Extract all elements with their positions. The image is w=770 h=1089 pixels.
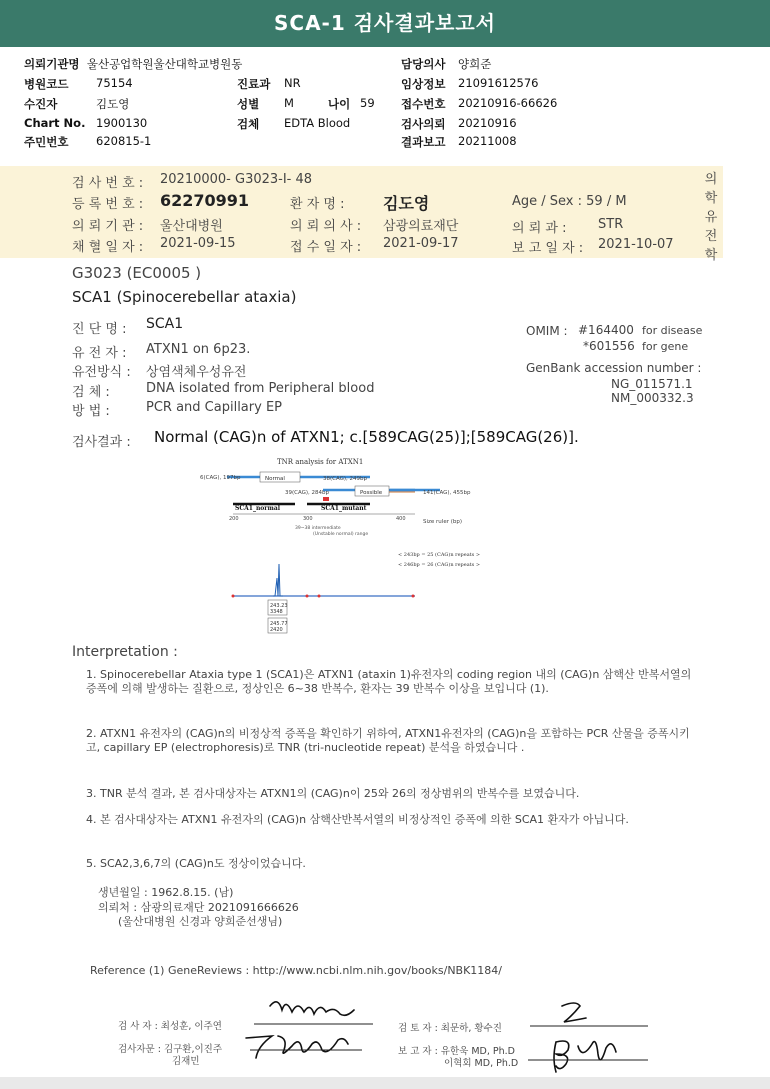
inst: 울산대병원 bbox=[160, 219, 223, 234]
interpretation-item-2: 2. ATXN1 유전자의 (CAG)n의 비정상적 증폭을 확인하기 위하여, ATXN1유전자의 (CAG)n을 포함하는 PCR 산물을 증폭시키고, capillary EP (electrophoresis)로 TNR (tri-nucleotide repeat) 분석을 하였습니다 . bbox=[86, 727, 690, 754]
collect-label: 채 혈 일 자 : bbox=[72, 240, 144, 255]
genbank-ng: NG_011571.1 bbox=[611, 377, 693, 391]
specimen: DNA isolated from Peripheral blood bbox=[146, 381, 375, 396]
page-bottom-strip bbox=[0, 1077, 770, 1089]
left-box-label: 6(CAG), 197bp bbox=[200, 475, 241, 481]
header-ssn: 주민번호 bbox=[24, 135, 69, 149]
omim-gene-for: for gene bbox=[642, 340, 689, 353]
method: PCR and Capillary EP bbox=[146, 400, 282, 415]
reporter-signature bbox=[522, 1028, 662, 1078]
req-dept: STR bbox=[598, 217, 624, 232]
report-title: SCA-1 검사결과보고서 bbox=[274, 11, 496, 35]
tnr-figure bbox=[195, 452, 515, 642]
header-ssn-value: 620815-1 bbox=[96, 134, 152, 148]
interpretation-item-3: 3. TNR 분석 결과, 본 검사대상자는 ATXN1의 (CAG)n이 25와 26의 정상범위의 반복수를 보였습니다. bbox=[86, 787, 580, 800]
req-doctor-label: 의 뢰 의 사 : bbox=[290, 219, 362, 234]
range-note-1: 39~38 intermediate bbox=[295, 526, 341, 531]
peak-box-2-size: 245.77 bbox=[270, 621, 288, 627]
omim-disease-id: #164400 bbox=[578, 323, 634, 337]
reviewer-signature bbox=[522, 992, 662, 1032]
receive-date: 2021-09-17 bbox=[383, 236, 459, 251]
size-marker-4 bbox=[412, 595, 415, 598]
result-text: Normal (CAG)n of ATXN1; c.[589CAG(25)];[589CAG(26)]. bbox=[154, 428, 579, 446]
test-no-label: 검 사 번 호 : bbox=[72, 176, 144, 191]
receive-label: 접 수 일 자 : bbox=[290, 240, 362, 255]
gene-label: 유 전 자 : bbox=[72, 346, 127, 361]
peak-box-2-height: 2420 bbox=[270, 627, 283, 633]
specimen-label: 검 체 : bbox=[72, 385, 110, 400]
size-marker-3 bbox=[318, 595, 321, 598]
reg-no: 62270991 bbox=[160, 191, 250, 210]
reg-no-label: 등 록 번 호 : bbox=[72, 197, 144, 212]
interpretation-heading: Interpretation : bbox=[72, 644, 178, 660]
diag-label: 진 단 명 : bbox=[72, 322, 127, 337]
header-doctor-value: 양희준 bbox=[458, 57, 492, 71]
interpretation-item-4: 4. 본 검사대상자는 ATXN1 유전자의 (CAG)n 삼핵산반복서열의 비정상적인 증폭에 의한 SCA1 환자가 아닙니다. bbox=[86, 813, 629, 826]
header-chart-value: 1900130 bbox=[96, 116, 148, 130]
test-name: SCA1 (Spinocerebellar ataxia) bbox=[72, 288, 297, 306]
size-ruler-label: Size ruler (bp) bbox=[423, 519, 462, 525]
test-no: 20210000- G3023-I- 48 bbox=[160, 172, 313, 187]
genbank-label: GenBank accession number : bbox=[526, 361, 702, 375]
header-sex: 성별 bbox=[237, 97, 260, 111]
interpretation-item-5: 5. SCA2,3,6,7의 (CAG)n도 정상이었습니다. bbox=[86, 857, 306, 870]
ruler-300: 300 bbox=[303, 516, 313, 522]
sca1-mutant-label: SCA1_mutant bbox=[321, 505, 367, 512]
method-label: 방 법 : bbox=[72, 404, 110, 419]
genbank-nm: NM_000332.3 bbox=[611, 391, 694, 405]
patient-name: 김도영 bbox=[383, 194, 430, 213]
omim-gene-id: *601556 bbox=[583, 339, 635, 353]
header-patient: 수진자 bbox=[24, 97, 58, 111]
requester: 의뢰처 : 삼광의료재단 2021091666626 bbox=[98, 901, 299, 914]
gene: ATXN1 on 6p23. bbox=[146, 342, 251, 357]
header-inst: 의뢰기관명 울산공업학원울산대학교병원동 bbox=[24, 57, 243, 71]
possible-label: Possible bbox=[360, 490, 383, 496]
age-sex: Age / Sex : 59 / M bbox=[512, 194, 627, 209]
header-age-value: 59 bbox=[360, 96, 375, 110]
inherit-label: 유전방식 : bbox=[72, 365, 131, 380]
normal-label: Normal bbox=[265, 476, 285, 482]
header-patient-value: 김도영 bbox=[96, 97, 130, 111]
patient-name-label: 환 자 명 : bbox=[290, 197, 345, 212]
size-marker-1 bbox=[232, 595, 235, 598]
header-dept: 진료과 bbox=[237, 77, 271, 91]
header-clinical-value: 21091612576 bbox=[458, 76, 539, 90]
title-bar bbox=[0, 0, 770, 47]
staff-label: 검사자문 : 김구환,이진주 bbox=[118, 1044, 223, 1055]
ruler-200: 200 bbox=[229, 516, 239, 522]
header-clinical: 임상정보 bbox=[401, 77, 446, 91]
tester-label: 검 사 자 : 최성훈, 이주연 bbox=[118, 1021, 222, 1032]
omim-disease-for: for disease bbox=[642, 324, 703, 337]
omim-label: OMIM : bbox=[526, 324, 568, 338]
requester-note: (울산대병원 신경과 양희준선생님) bbox=[118, 915, 283, 928]
header-receipt: 접수번호 bbox=[401, 97, 446, 111]
trace-peaks bbox=[273, 564, 283, 596]
header-hospcode-value: 75154 bbox=[96, 76, 133, 90]
header-doctor: 담당의사 bbox=[401, 57, 446, 71]
reviewer-label: 검 토 자 : 최문하, 황수진 bbox=[398, 1023, 502, 1034]
peak-note-1: < 243bp = 25 (CAG)n repeats > bbox=[398, 552, 481, 558]
ruler-400: 400 bbox=[396, 516, 406, 522]
birth-date: 생년월일 : 1962.8.15. (남) bbox=[98, 886, 234, 899]
header-receipt-value: 20210916-66626 bbox=[458, 96, 558, 110]
header-result-value: 20211008 bbox=[458, 134, 517, 148]
header-dept-value: NR bbox=[284, 76, 301, 90]
inst-label: 의 뢰 기 관 : bbox=[72, 219, 144, 234]
result-label: 검사결과 : bbox=[72, 435, 131, 450]
range-note-2: (Unstable normal) range bbox=[313, 532, 369, 537]
right-range-label: 141(CAG), 455bp bbox=[423, 490, 471, 496]
report-date: 2021-10-07 bbox=[598, 237, 674, 252]
peak-note-2: < 246bp = 26 (CAG)n repeats > bbox=[398, 562, 481, 568]
header-chart: Chart No. bbox=[24, 116, 86, 130]
header-specimen: 검체 bbox=[237, 117, 260, 131]
header-age: 나이 bbox=[328, 97, 351, 111]
dept-side-text: 의 학 유 전 학 bbox=[704, 172, 718, 263]
header-request-value: 20210916 bbox=[458, 116, 517, 130]
report-label: 보 고 일 자 : bbox=[512, 241, 584, 256]
test-code: G3023 (EC0005 ) bbox=[72, 264, 202, 282]
reference: Reference (1) GeneReviews : http://www.ncbi.nlm.nih.gov/books/NBK1184/ bbox=[90, 964, 503, 977]
staff-label-2: 김재민 bbox=[172, 1056, 200, 1067]
header-result: 결과보고 bbox=[401, 135, 446, 149]
header-specimen-value: EDTA Blood bbox=[284, 116, 351, 130]
diag: SCA1 bbox=[146, 316, 184, 332]
req-doctor: 삼광의료재단 bbox=[383, 219, 459, 234]
peak-box-1-size: 243.23 bbox=[270, 603, 288, 609]
collect-date: 2021-09-15 bbox=[160, 236, 236, 251]
mid-label: 39(CAG), 284bp bbox=[285, 490, 330, 496]
peak-box-1-height: 3348 bbox=[270, 609, 283, 615]
mutant-marker bbox=[323, 497, 329, 501]
reporter-label: 보 고 자 : 유한욱 MD, Ph.D bbox=[398, 1046, 515, 1057]
header-sex-value: M bbox=[284, 96, 294, 110]
interpretation-item-1: 1. Spinocerebellar Ataxia type 1 (SCA1)은 ATXN1 (ataxin 1)유전자의 coding region 내의 (CAG)n 삼핵산 반복서열의 증폭에 의해 발생하는 질환으로, 정상인은 6~38 반복수, 환자는 39 반복수 이상을 보입니다 (1). bbox=[86, 668, 692, 695]
tester-signature bbox=[238, 988, 398, 1028]
req-dept-label: 의 뢰 과 : bbox=[512, 221, 567, 236]
inherit: 상염색체우성유전 bbox=[146, 365, 247, 380]
figure-title: TNR analysis for ATXN1 bbox=[277, 458, 364, 466]
sca1-normal-label: SCA1_normal bbox=[235, 505, 280, 512]
right-label: 38(CAG), 249bp bbox=[323, 476, 368, 482]
reporter-label-2: 이혁회 MD, Ph.D bbox=[444, 1058, 519, 1069]
staff-signature bbox=[238, 1026, 398, 1060]
header-request: 검사의뢰 bbox=[401, 117, 446, 131]
header-hospcode: 병원코드 bbox=[24, 77, 69, 91]
size-marker-2 bbox=[306, 595, 309, 598]
